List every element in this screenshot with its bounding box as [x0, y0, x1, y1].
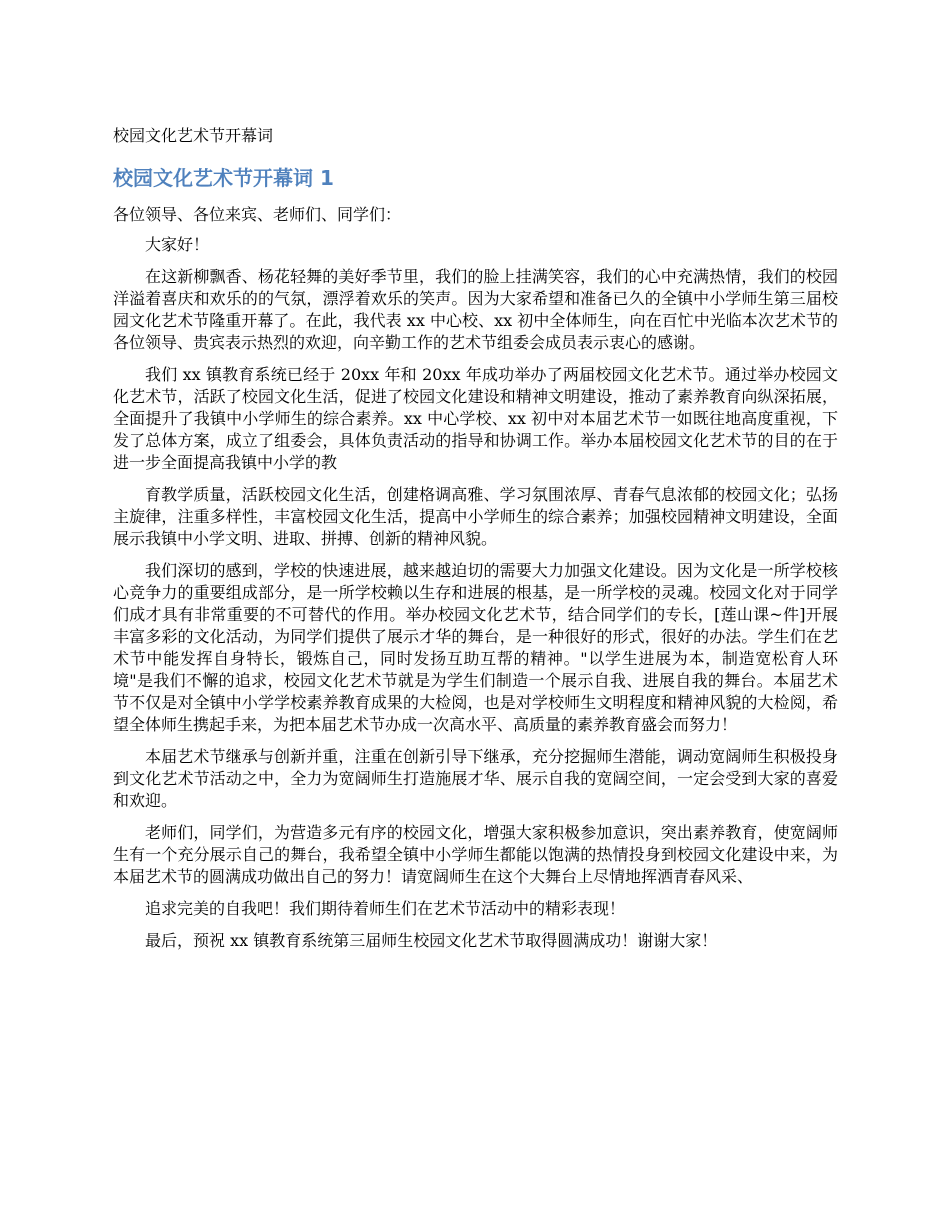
paragraph-appeal: 老师们，同学们，为营造多元有序的校园文化，增强大家积极参加意识，突出素养教育，使宽阔师生有一个充分展示自己的舞台，我希望全镇中小学师生都能以饱满的热情投身到校园文化建设中来，为本届艺术节的圆满成功做出自己的努力！请宽阔师生在这个大舞台上尽情地挥洒青春风采、	[113, 823, 838, 886]
paragraph-history: 我们 xx 镇教育系统已经于 20xx 年和 20xx 年成功举办了两届校园文化艺术节。通过举办校园文化艺术节，活跃了校园文化生活，促进了校园文化建设和精神文明建设，推动了素养教育向纵深拓展，全面提升了我镇中小学师生的综合素养。xx 中心学校、xx 初中对本届艺术节一如既往地高度重视，下发了总体方案，成立了组委会，具体负责活动的指导和协调工作。举办本届校园文化艺术节的目的在于进一步全面提高我镇中小学的教	[113, 365, 838, 472]
paragraph-closing: 最后，预祝 xx 镇教育系统第三届师生校园文化艺术节取得圆满成功！谢谢大家！	[145, 931, 718, 950]
document-title: 校园文化艺术节开幕词	[113, 126, 274, 145]
salutation: 各位领导、各位来宾、老师们、同学们：	[113, 205, 402, 224]
paragraph-goals: 育教学质量，活跃校园文化生活，创建格调高雅、学习氛围浓厚、青春气息浓郁的校园文化；弘扬主旋律，注重多样性，丰富校园文化生活，提高中小学师生的综合素养；加强校园精神文明建设，全面展示我镇中小学文明、进取、拼搏、创新的精神风貌。	[113, 485, 838, 548]
section-heading: 校园文化艺术节开幕词 1	[113, 166, 334, 190]
document-page	[113, 124, 838, 962]
paragraph-expectation: 追求完美的自我吧！我们期待着师生们在艺术节活动中的精彩表现！	[145, 899, 626, 918]
paragraph-culture: 我们深切的感到，学校的快速进展，越来越迫切的需要大力加强文化建设。因为文化是一所学校核心竞争力的重要组成部分，是一所学校赖以生存和进展的根基，是一所学校的灵魂。校园文化对于同学们成才具有非常重要的不可替代的作用。举办校园文化艺术节，结合同学们的专长，[莲山课~件]开展丰富多彩的文化活动，为同学们提供了展示才华的舞台，是一种很好的形式，很好的办法。学生们在艺术节中能发挥自身特长，锻炼自己，同时发扬互助互帮的精神。"以学生进展为本，制造宽松育人环境"是我们不懈的追求，校园文化艺术节就是为学生们制造一个展示自我、进展自我的舞台。本届艺术节不仅是对全镇中小学学校素养教育成果的大检阅，也是对学校师生文明程度和精神风貌的大检阅，希望全体师生携起手来，为把本届艺术节办成一次高水平、高质量的素养教育盛会而努力！	[113, 561, 838, 734]
paragraph-greeting: 大家好！	[145, 235, 210, 254]
paragraph-innovation: 本届艺术节继承与创新并重，注重在创新引导下继承，充分挖掘师生潜能，调动宽阔师生积极投身到文化艺术节活动之中，全力为宽阔师生打造施展才华、展示自我的宽阔空间，一定会受到大家的喜爱和欢迎。	[113, 747, 838, 810]
paragraph-opening: 在这新柳飘香、杨花轻舞的美好季节里，我们的脸上挂满笑容，我们的心中充满热情，我们的校园洋溢着喜庆和欢乐的的气氛，漂浮着欢乐的笑声。因为大家希望和准备已久的全镇中小学师生第三届校园文化艺术节隆重开幕了。在此，我代表 xx 中心校、xx 初中全体师生，向在百忙中光临本次艺术节的各位领导、贵宾表示热烈的欢迎，向辛勤工作的艺术节组委会成员表示衷心的感谢。	[113, 267, 838, 352]
